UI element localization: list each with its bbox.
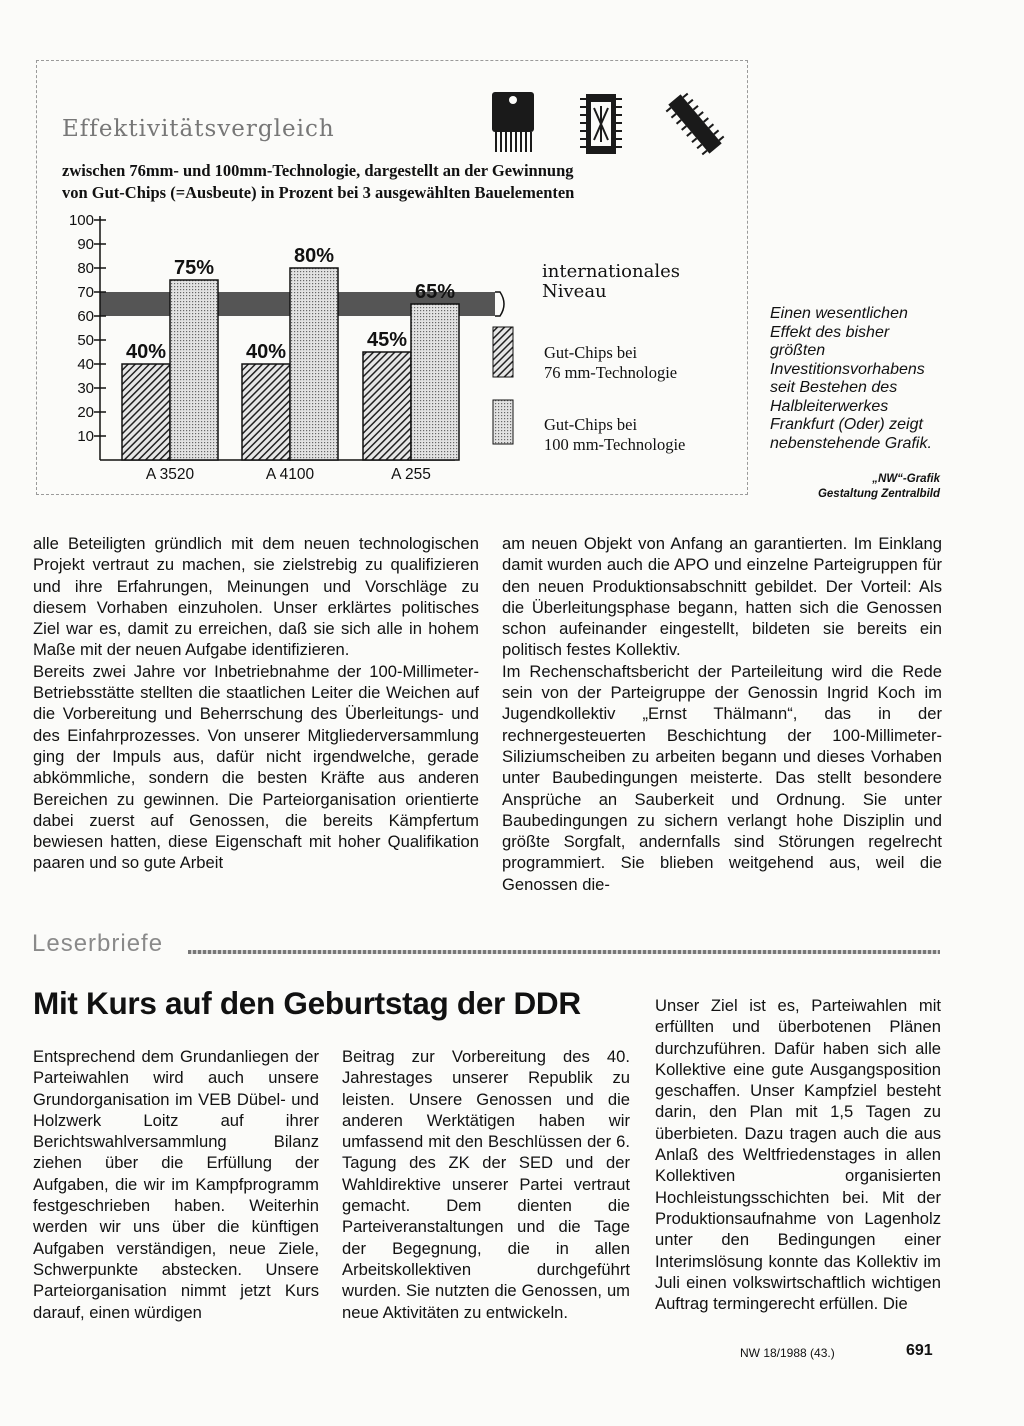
chart-side-note: Einen wesentlichen Effekt des bisher größten Investitionsvorhabens seit Bestehen des Halbleiterwerkes Frankfurt (Oder) zeigt nebenstehende Grafik. <box>770 305 932 452</box>
y-tick-label: 10 <box>77 428 94 445</box>
y-tick-label: 100 <box>68 212 94 229</box>
chart-credit: „NW“-Grafik Gestaltung Zentralbild <box>817 473 940 500</box>
y-tick-label: 70 <box>77 284 94 301</box>
chart-title: Effektivitätsvergleich <box>62 116 335 142</box>
chip-dip-icon <box>664 90 727 157</box>
bar <box>242 364 290 460</box>
legend-label-100 <box>544 415 685 454</box>
legend-text-line: Gut-Chips bei <box>544 415 638 434</box>
bar-value-label: 45% <box>366 329 408 351</box>
chip-die-icon <box>580 94 622 154</box>
legend-text-line: Gut-Chips bei <box>544 343 638 362</box>
issue-reference: NW 18/1988 (43.) <box>740 1346 835 1360</box>
bar-value-label: 80% <box>293 245 335 267</box>
bar <box>170 280 218 460</box>
y-tick-label: 40 <box>77 356 94 373</box>
bar-value-label: 40% <box>245 341 287 363</box>
x-tick-label: A 255 <box>391 466 431 483</box>
letter-column-1: Entsprechend dem Grundanliegen der Parteiwahlen wird auch unsere Grundorganisation im VEB Dübel- und Holzwerk Loitz auf ihrer Berichtswahlversammlung Bilanz ziehen über die Erfüllung der Aufgaben, die wir im Kampfprogramm festgeschrieben haben. Weiterhin werden wir uns über die künftigen Aufgaben verständigen, neue Ziele, Schwerpunkte abstecken. Unsere Parteiorganisation nimmt jetzt Kurs darauf, einen würdigen <box>33 1047 319 1322</box>
section-label: Leserbriefe <box>32 930 164 957</box>
y-tick-label: 30 <box>77 380 94 397</box>
legend-swatch-76 <box>493 327 513 377</box>
y-tick-label: 80 <box>77 260 94 277</box>
bar <box>122 364 170 460</box>
chart-subtitle: zwischen 76mm- und 100mm-Technologie, dargestellt an der Gewinnung von Gut-Chips (=Ausbeute) in Prozent bei 3 ausgewählten Bauelementen <box>62 161 575 202</box>
legend-text-line: Niveau <box>542 281 607 302</box>
y-tick-label: 60 <box>77 308 94 325</box>
bar-chart <box>60 205 740 495</box>
letter-column-3: Unser Ziel ist es, Parteiwahlen mit erfüllten und überbotenen Plänen durchzuführen. Dafür haben sich alle Kollektive eine gute Ausgangsposition geschaffen. Unser Kampfziel besteht darin, den Plan mit 1,5 Tagen zu überbieten. Dazu tragen auch die aus Anlaß des Weltfriedenstages in allen Kollektiven organisierten Hochleistungsschichten bei. Mit der Produktionsaufnahme von Lagenholz unter den Bedingungen einer Interimslösung konnte das Kollektiv im Juli einen volkswirtschaftlich wichtigen Auftrag termingerecht erfüllen. Die <box>655 996 941 1314</box>
legend-text-line: internationales <box>542 261 680 282</box>
legend-text-line: 100 mm-Technologie <box>544 435 686 454</box>
legend-label-76 <box>544 343 677 382</box>
y-tick-label: 50 <box>77 332 94 349</box>
x-tick-label: A 3520 <box>145 466 195 483</box>
bar-value-label: 65% <box>414 281 456 303</box>
y-tick-label: 20 <box>77 404 94 421</box>
letter-headline: Mit Kurs auf den Geburtstag der DDR <box>33 985 581 1021</box>
band-bracket <box>495 292 504 316</box>
section-rule <box>188 950 940 954</box>
letter-column-2: Beitrag zur Vorbereitung des 40. Jahrestages unserer Republik zu leisten. Unsere Genossen und die anderen Werktätigen haben wir umfassend mit den Beschlüssen der 6. Tagung des ZK der SED und der Wahldirektive unserer Partei vertraut gemacht. Dem dienten die Parteiveranstaltungen und die Tage der Begegnung, die in allen Arbeitskollektiven durchgeführt wurden. Sie nutzten die Genossen, um neue Aktivitäten zu entwickeln. <box>342 1047 630 1322</box>
chip-package-icon <box>492 92 534 152</box>
band-label <box>542 261 680 302</box>
legend-text-line: 76 mm-Technologie <box>544 363 678 382</box>
bar <box>290 268 338 460</box>
page-number: 691 <box>906 1342 933 1359</box>
bar <box>411 304 459 460</box>
chip-icons <box>490 88 735 158</box>
article-column-right: am neuen Objekt von Anfang an garantierten. Im Einklang damit wurden auch die APO und einzelne Parteigruppen für den neuen Produktionsabschnitt gebildet. Der Vorteil: Als die Überleitungsphase begann, hatten sich die Genossen schon aufeinander eingestellt, bildeten sie bereits ein politisch festes Kollektiv. Im Rechenschaftsbericht der Parteileitung wird die Rede sein von der Parteigruppe der Genossin Ingrid Koch im Jugendkollektiv „Ernst Thälmann“, das in der rechnergesteuerten Beschichtung der 100-Millimeter-Siliziumscheiben zu arbeiten begann und dieses Vorhaben unter Baubedingungen meisterte. Das stellt besondere Ansprüche an Sauberkeit und Ordnung. Sie unter Baubedingungen zu sichern verlangt hohe Disziplin und größte Sorgfalt, andernfalls sind Störungen regelrecht programmiert. Sie blieben weitgehend aus, weil die Genossen die- <box>502 534 942 894</box>
x-tick-label: A 4100 <box>265 466 315 483</box>
legend-swatch-100 <box>493 400 513 444</box>
bar-value-label: 40% <box>125 341 167 363</box>
bar <box>363 352 411 460</box>
bar-value-label: 75% <box>173 257 215 279</box>
article-column-left: alle Beteiligten gründlich mit dem neuen technologischen Projekt vertraut zu machen, sie zielstrebig zu qualifizieren und ihre Erfahrungen, Meinungen und Vorschläge zu diesem Vorhaben einzuholen. Unser erklärtes politisches Ziel war es, damit zu erreichen, daß sie sich alle in hohem Maße mit der neuen Aufgabe identifizieren. Bereits zwei Jahre vor Inbetriebnahme der 100-Millimeter-Betriebsstätte stellten die staatlichen Leiter die Weichen auf die Vorbereitung und Beherrschung des Überleitungs- und des Einfahrprozesses. Von unserer Mitgliederversammlung ging der Impuls aus, dafür nicht irgendwelche, gerade abkömmliche, sondern die besten Kräfte aus anderen Bereichen zu gewinnen. Die Parteiorganisation orientierte dabei zuerst auf Genossen, die bereits Kämpfertum bewiesen hatten, diese Eigenschaft mit hoher Qualifikation paaren und so gute Arbeit <box>33 534 479 873</box>
y-tick-label: 90 <box>77 236 94 253</box>
